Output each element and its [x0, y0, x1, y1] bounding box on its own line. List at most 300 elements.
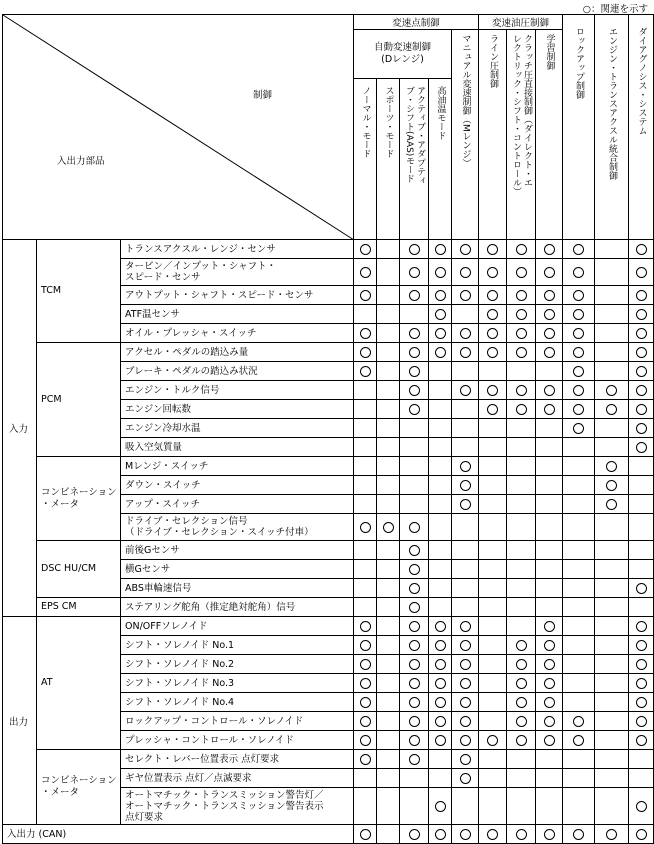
relation-circle-icon — [636, 347, 647, 358]
mark-cell — [563, 541, 595, 560]
relation-circle-icon — [516, 716, 527, 727]
mark-cell — [595, 579, 629, 598]
mark-cell — [354, 343, 377, 362]
mark-cell — [507, 541, 536, 560]
mark-cell — [429, 579, 452, 598]
relation-circle-icon — [360, 366, 371, 377]
mark-cell — [377, 438, 400, 457]
item-label: ダウン・スイッチ — [121, 476, 354, 495]
mark-cell — [400, 419, 429, 438]
relation-circle-icon — [360, 347, 371, 358]
item-label: シフト・ソレノイド No.2 — [121, 655, 354, 674]
relation-circle-icon — [516, 678, 527, 689]
mark-cell — [354, 617, 377, 636]
mark-cell — [507, 305, 536, 324]
relation-circle-icon — [544, 735, 555, 746]
relation-circle-icon — [487, 735, 498, 746]
mark-cell — [629, 495, 654, 514]
mark-cell — [400, 476, 429, 495]
mark-cell — [354, 240, 377, 259]
mark-cell — [595, 419, 629, 438]
mark-cell — [595, 362, 629, 381]
relation-circle-icon — [516, 697, 527, 708]
mark-cell — [536, 457, 563, 476]
relation-circle-icon — [435, 267, 446, 278]
mark-cell — [507, 324, 536, 343]
relation-circle-icon — [435, 659, 446, 670]
relation-circle-icon — [636, 290, 647, 301]
mark-cell — [400, 400, 429, 419]
item-label: エンジン回転数 — [121, 400, 354, 419]
mark-cell — [354, 750, 377, 769]
relation-circle-icon — [435, 347, 446, 358]
mark-cell — [479, 457, 507, 476]
mark-cell — [595, 259, 629, 286]
mark-cell — [563, 457, 595, 476]
relation-circle-icon — [573, 735, 584, 746]
table-row — [3, 457, 654, 476]
control-matrix-table — [2, 14, 654, 844]
mark-cell — [354, 579, 377, 598]
mark-cell — [629, 476, 654, 495]
relation-circle-icon — [636, 404, 647, 415]
mark-cell — [479, 788, 507, 825]
mark-cell — [354, 259, 377, 286]
mark-cell — [452, 617, 479, 636]
component-group-cell: DSC HU/CM — [37, 541, 121, 598]
mark-cell — [400, 495, 429, 514]
mark-cell — [536, 712, 563, 731]
col-header-10: エンジン・トランスアクスル統合制御 — [595, 15, 629, 240]
mark-cell — [479, 438, 507, 457]
relation-circle-icon — [573, 290, 584, 301]
relation-circle-icon — [460, 754, 471, 765]
relation-circle-icon — [573, 309, 584, 320]
mark-cell — [377, 541, 400, 560]
mark-cell — [452, 457, 479, 476]
mark-cell — [595, 240, 629, 259]
relation-circle-icon — [516, 659, 527, 670]
item-label: 入出力 (CAN) — [3, 825, 354, 844]
col-header-6: ライン圧制御 — [479, 30, 507, 240]
mark-cell — [563, 674, 595, 693]
relation-circle-icon — [360, 735, 371, 746]
relation-circle-icon — [360, 829, 371, 840]
mark-cell — [595, 560, 629, 579]
mark-cell — [354, 825, 377, 844]
mark-cell — [595, 825, 629, 844]
mark-cell — [563, 560, 595, 579]
relation-circle-icon — [460, 267, 471, 278]
mark-cell — [595, 457, 629, 476]
mark-cell — [479, 769, 507, 788]
col-header-3: アクティブ・アダプティ ブ・シフト(AAS)モード — [400, 79, 429, 240]
mark-cell — [507, 712, 536, 731]
relation-circle-icon — [573, 366, 584, 377]
mark-cell — [629, 457, 654, 476]
relation-circle-icon — [544, 309, 555, 320]
relation-circle-icon — [606, 480, 617, 491]
header-corner — [3, 15, 354, 240]
mark-cell — [536, 362, 563, 381]
mark-cell — [452, 324, 479, 343]
relation-circle-icon — [460, 385, 471, 396]
mark-cell — [595, 541, 629, 560]
relation-circle-icon — [606, 404, 617, 415]
relation-circle-icon — [487, 829, 498, 840]
group-auto-shift: 自動変速制御 (Dレンジ) — [354, 30, 452, 79]
relation-circle-icon — [409, 659, 420, 670]
mark-cell — [354, 769, 377, 788]
mark-cell — [595, 343, 629, 362]
mark-cell — [536, 541, 563, 560]
mark-cell — [507, 598, 536, 617]
relation-circle-icon — [435, 640, 446, 651]
mark-cell — [507, 674, 536, 693]
item-label: トランスアクスル・レンジ・センサ — [121, 240, 354, 259]
mark-cell — [400, 636, 429, 655]
relation-circle-icon — [460, 480, 471, 491]
mark-cell — [595, 598, 629, 617]
mark-cell — [563, 419, 595, 438]
mark-cell — [354, 541, 377, 560]
mark-cell — [536, 343, 563, 362]
mark-cell — [629, 362, 654, 381]
mark-cell — [629, 693, 654, 712]
mark-cell — [452, 598, 479, 617]
col-header-8: 学習制御 — [536, 30, 563, 240]
mark-cell — [429, 240, 452, 259]
mark-cell — [479, 343, 507, 362]
mark-cell — [507, 362, 536, 381]
mark-cell — [429, 324, 452, 343]
mark-cell — [452, 825, 479, 844]
mark-cell — [536, 400, 563, 419]
mark-cell — [595, 655, 629, 674]
relation-circle-icon — [409, 829, 420, 840]
mark-cell — [563, 693, 595, 712]
mark-cell — [536, 476, 563, 495]
relation-circle-icon — [435, 290, 446, 301]
relation-circle-icon — [487, 309, 498, 320]
mark-cell — [629, 286, 654, 305]
relation-circle-icon — [409, 602, 420, 613]
mark-cell — [377, 560, 400, 579]
relation-circle-icon — [573, 716, 584, 727]
mark-cell — [354, 636, 377, 655]
mark-cell — [536, 769, 563, 788]
mark-cell — [400, 617, 429, 636]
relation-circle-icon — [360, 697, 371, 708]
diagonal-line — [3, 15, 354, 240]
mark-cell — [429, 362, 452, 381]
mark-cell — [595, 514, 629, 541]
relation-circle-icon — [636, 244, 647, 255]
relation-circle-icon — [435, 328, 446, 339]
mark-cell — [354, 419, 377, 438]
mark-cell — [354, 731, 377, 750]
relation-circle-icon — [487, 404, 498, 415]
mark-cell — [452, 731, 479, 750]
relation-circle-icon — [516, 735, 527, 746]
relation-circle-icon — [516, 267, 527, 278]
mark-cell — [536, 617, 563, 636]
mark-cell — [400, 579, 429, 598]
relation-circle-icon — [636, 697, 647, 708]
mark-cell — [479, 476, 507, 495]
mark-cell — [452, 769, 479, 788]
mark-cell — [377, 636, 400, 655]
mark-cell — [563, 381, 595, 400]
mark-cell — [452, 636, 479, 655]
mark-cell — [595, 712, 629, 731]
mark-cell — [536, 825, 563, 844]
relation-circle-icon — [409, 522, 420, 533]
relation-circle-icon — [573, 829, 584, 840]
mark-cell — [479, 324, 507, 343]
mark-cell — [452, 750, 479, 769]
control-label: 制御 — [253, 90, 273, 101]
mark-cell — [452, 788, 479, 825]
item-label: ABS車輪速信号 — [121, 579, 354, 598]
mark-cell — [479, 674, 507, 693]
mark-cell — [536, 560, 563, 579]
relation-circle-icon — [460, 328, 471, 339]
relation-circle-icon — [487, 290, 498, 301]
mark-cell — [400, 541, 429, 560]
relation-circle-icon — [383, 522, 394, 533]
mark-cell — [429, 712, 452, 731]
mark-cell — [400, 324, 429, 343]
mark-cell — [595, 788, 629, 825]
mark-cell — [536, 579, 563, 598]
mark-cell — [563, 240, 595, 259]
legend: ○：関連を示す — [582, 4, 648, 15]
relation-circle-icon — [460, 640, 471, 651]
mark-cell — [595, 693, 629, 712]
mark-cell — [429, 541, 452, 560]
table-row — [3, 825, 654, 844]
mark-cell — [479, 560, 507, 579]
item-label: タービン／インプット・シャフト・ スピード・センサ — [121, 259, 354, 286]
relation-circle-icon — [573, 267, 584, 278]
mark-cell — [452, 381, 479, 400]
mark-cell — [400, 240, 429, 259]
mark-cell — [429, 438, 452, 457]
relation-circle-icon — [573, 385, 584, 396]
mark-cell — [377, 305, 400, 324]
mark-cell — [563, 438, 595, 457]
mark-cell — [354, 674, 377, 693]
mark-cell — [536, 240, 563, 259]
relation-circle-icon — [360, 640, 371, 651]
mark-cell — [429, 769, 452, 788]
mark-cell — [629, 541, 654, 560]
relation-circle-icon — [409, 640, 420, 651]
mark-cell — [629, 750, 654, 769]
relation-circle-icon — [636, 678, 647, 689]
mark-cell — [595, 286, 629, 305]
mark-cell — [452, 693, 479, 712]
mark-cell — [354, 286, 377, 305]
relation-circle-icon — [409, 545, 420, 556]
relation-circle-icon — [606, 461, 617, 472]
mark-cell — [377, 674, 400, 693]
mark-cell — [400, 305, 429, 324]
mark-cell — [377, 495, 400, 514]
mark-cell — [507, 560, 536, 579]
mark-cell — [479, 731, 507, 750]
relation-circle-icon — [573, 423, 584, 434]
mark-cell — [595, 731, 629, 750]
mark-cell — [507, 788, 536, 825]
item-label: ON/OFFソレノイド — [121, 617, 354, 636]
mark-cell — [629, 769, 654, 788]
mark-cell — [452, 514, 479, 541]
relation-circle-icon — [544, 347, 555, 358]
mark-cell — [629, 788, 654, 825]
mark-cell — [507, 731, 536, 750]
mark-cell — [563, 476, 595, 495]
mark-cell — [452, 495, 479, 514]
table-row — [3, 617, 654, 636]
mark-cell — [429, 400, 452, 419]
mark-cell — [595, 495, 629, 514]
mark-cell — [452, 343, 479, 362]
relation-circle-icon — [460, 697, 471, 708]
relation-circle-icon — [360, 290, 371, 301]
relation-circle-icon — [516, 385, 527, 396]
table-row — [3, 541, 654, 560]
mark-cell — [536, 324, 563, 343]
item-label: エンジン・トルク信号 — [121, 381, 354, 400]
mark-cell — [536, 750, 563, 769]
mark-cell — [595, 636, 629, 655]
mark-cell — [629, 636, 654, 655]
mark-cell — [563, 495, 595, 514]
relation-circle-icon — [636, 423, 647, 434]
mark-cell — [429, 825, 452, 844]
mark-cell — [429, 598, 452, 617]
mark-cell — [354, 476, 377, 495]
mark-cell — [400, 825, 429, 844]
relation-circle-icon — [460, 829, 471, 840]
mark-cell — [629, 560, 654, 579]
mark-cell — [400, 750, 429, 769]
mark-cell — [563, 712, 595, 731]
mark-cell — [507, 286, 536, 305]
mark-cell — [354, 514, 377, 541]
mark-cell — [536, 438, 563, 457]
relation-circle-icon — [544, 244, 555, 255]
mark-cell — [400, 438, 429, 457]
mark-cell — [595, 617, 629, 636]
mark-cell — [479, 579, 507, 598]
mark-cell — [429, 286, 452, 305]
mark-cell — [536, 286, 563, 305]
mark-cell — [595, 674, 629, 693]
relation-circle-icon — [636, 659, 647, 670]
mark-cell — [377, 514, 400, 541]
relation-circle-icon — [516, 347, 527, 358]
mark-cell — [595, 400, 629, 419]
relation-circle-icon — [544, 267, 555, 278]
mark-cell — [429, 560, 452, 579]
mark-cell — [479, 712, 507, 731]
mark-cell — [354, 438, 377, 457]
mark-cell — [595, 381, 629, 400]
group-shift-point: 変速点制御 — [354, 15, 479, 30]
mark-cell — [452, 560, 479, 579]
mark-cell — [400, 655, 429, 674]
mark-cell — [354, 400, 377, 419]
mark-cell — [452, 674, 479, 693]
mark-cell — [507, 476, 536, 495]
mark-cell — [563, 324, 595, 343]
mark-cell — [377, 419, 400, 438]
mark-cell — [629, 305, 654, 324]
mark-cell — [507, 750, 536, 769]
mark-cell — [479, 259, 507, 286]
mark-cell — [400, 259, 429, 286]
mark-cell — [563, 617, 595, 636]
relation-circle-icon — [435, 309, 446, 320]
item-label: ステアリング舵角（推定絶対舵角）信号 — [121, 598, 354, 617]
mark-cell — [400, 286, 429, 305]
mark-cell — [377, 286, 400, 305]
mark-cell — [563, 655, 595, 674]
mark-cell — [629, 419, 654, 438]
relation-circle-icon — [516, 309, 527, 320]
table-row — [3, 343, 654, 362]
relation-circle-icon — [487, 267, 498, 278]
relation-circle-icon — [606, 499, 617, 510]
mark-cell — [507, 419, 536, 438]
mark-cell — [354, 655, 377, 674]
relation-circle-icon — [544, 621, 555, 632]
relation-circle-icon — [360, 244, 371, 255]
mark-cell — [536, 419, 563, 438]
relation-circle-icon — [487, 347, 498, 358]
mark-cell — [563, 305, 595, 324]
mark-cell — [479, 598, 507, 617]
mark-cell — [354, 693, 377, 712]
mark-cell — [479, 514, 507, 541]
relation-circle-icon — [544, 678, 555, 689]
item-label: ATF温センサ — [121, 305, 354, 324]
mark-cell — [507, 579, 536, 598]
relation-circle-icon — [435, 735, 446, 746]
mark-cell — [400, 560, 429, 579]
mark-cell — [595, 438, 629, 457]
relation-circle-icon — [460, 678, 471, 689]
relation-circle-icon — [360, 659, 371, 670]
relation-circle-icon — [409, 583, 420, 594]
mark-cell — [377, 362, 400, 381]
mark-cell — [377, 457, 400, 476]
relation-circle-icon — [360, 522, 371, 533]
mark-cell — [507, 636, 536, 655]
mark-cell — [400, 457, 429, 476]
mark-cell — [400, 788, 429, 825]
mark-cell — [429, 750, 452, 769]
item-label: アウトプット・シャフト・スピード・センサ — [121, 286, 354, 305]
relation-circle-icon — [435, 621, 446, 632]
mark-cell — [507, 769, 536, 788]
item-label: シフト・ソレノイド No.4 — [121, 693, 354, 712]
mark-cell — [429, 495, 452, 514]
mark-cell — [563, 400, 595, 419]
